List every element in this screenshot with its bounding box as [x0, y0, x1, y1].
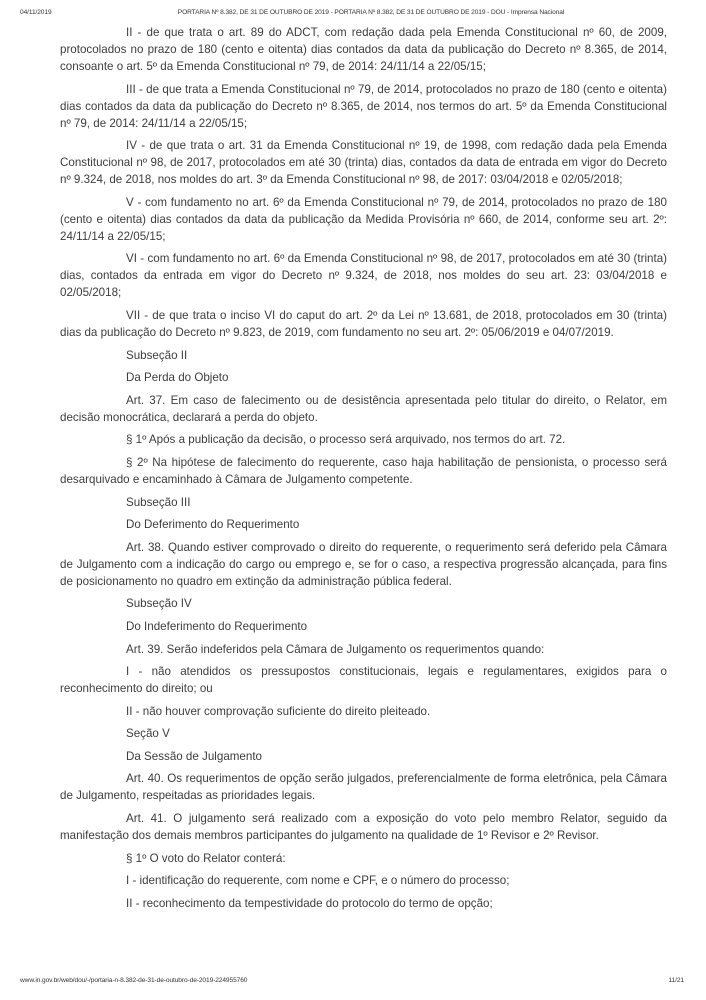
paragraph-inciso-iv: IV - de que trata o art. 31 da Emenda Constitucional nº 19, de 1998, com redação dada pela Emenda Constitucional nº 98, de 2017, protocolados em até 30 (trinta) dias, contados da data de entrada em vigor do Decreto nº 9.324, de 2018, nos moldes do art. 3º da Emenda Constitucional nº 98, de 2017: 03/04/2018 e 02/05/2018; [60, 139, 667, 187]
section-heading: Seção V [126, 727, 170, 741]
paragraph-inciso-iii: III - de que trata a Emenda Constitucional nº 79, de 2014, protocolados no prazo de 180 (cento e oitenta) dias contados da data da publicação do Decreto nº 8.365, de 2014, nos termos do art. 5º da Emenda Constitucional nº 79, de 2014: 24/11/14 a 22/05/15; [60, 82, 667, 130]
article-41-paragraph-1: § 1º O voto do Relator conterá: [126, 851, 286, 865]
subsection-title: Do Indeferimento do Requerimento [126, 619, 308, 633]
paragraph-inciso-vii: VII - de que trata o inciso VI do caput do art. 2º da Lei nº 13.681, de 2018, protocolados em 30 (trinta) dias da publicação do Decreto nº 9.823, de 2019, com fundamento no seu art. 2º: 05/06/2019 e 04/07/2019. [60, 308, 667, 339]
article-41-inciso-ii: II - reconhecimento da tempestividade do protocolo do termo de opção; [126, 896, 493, 910]
subsection-heading: Subseção III [126, 495, 191, 509]
article-39-inciso-i: I - não atendidos os pressupostos constitucionais, legais e regulamentares, exigidos para o reconhecimento do direito; ou [60, 665, 667, 696]
document-title-header: PORTARIA Nº 8.382, DE 31 DE OUTUBRO DE 2019 - PORTARIA Nº 8.382, DE 31 DE OUTUBRO DE 2019 - DOU - Imprensa Nacional [177, 9, 565, 16]
article-37-paragraph-1: § 1º Após a publicação da decisão, o processo será arquivado, nos termos do art. 72. [126, 433, 566, 447]
article-39-inciso-ii: II - não houver comprovação suficiente do direito pleiteado. [126, 704, 431, 718]
article-37: Art. 37. Em caso de falecimento ou de desistência apresentada pelo titular do direito, o Relator, em decisão monocrática, declarará a perda do objeto. [60, 393, 667, 424]
article-41-inciso-i: I - identificação do requerente, com nome e CPF, e o número do processo; [126, 874, 510, 888]
paragraph-inciso-v: V - com fundamento no art. 6º da Emenda Constitucional nº 79, de 2014, protocolados no prazo de 180 (cento e oitenta) dias contados da data da publicação da Medida Provisória nº 660, de 2014, conforme seu art. 2º: 24/11/14 a 22/05/15; [60, 195, 667, 243]
subsection-title: Do Deferimento do Requerimento [126, 518, 300, 532]
subsection-heading: Subseção II [126, 348, 188, 362]
article-38: Art. 38. Quando estiver comprovado o direito do requerente, o requerimento será deferido pela Câmara de Julgamento com a indicação do cargo ou emprego e, se for o caso, a respectiva progressão alcançada, para fins de posicionamento no quadro em extinção da administração pública federal. [60, 540, 667, 588]
article-39: Art. 39. Serão indeferidos pela Câmara de Julgamento os requerimentos quando: [126, 642, 545, 656]
page-url: www.in.gov.br/web/dou/-/portaria-n-8.382-de-31-de-outubro-de-2019-224955760 [20, 977, 248, 984]
print-date: 04/11/2019 [20, 9, 52, 16]
page-number: 11/21 [668, 977, 684, 984]
paragraph-inciso-ii: II - de que trata o art. 89 do ADCT, com redação dada pela Emenda Constitucional nº 60, de 2009, protocolados no prazo de 180 (cento e oitenta) dias contados da data da publicação do Decreto nº 8.365, de 2014, consoante o art. 5º da Emenda Constitucional nº 79, de 2014: 24/11/14 a 22/05/15; [60, 26, 667, 73]
article-40: Art. 40. Os requerimentos de opção serão julgados, preferencialmente de forma eletrônica, pela Câmara de Julgamento, respeitadas as prioridades legais. [60, 772, 667, 803]
article-37-paragraph-2: § 2º Na hipótese de falecimento do requerente, caso haja habilitação de pensionista, o processo será desarquivado e encaminhado à Câmara de Julgamento competente. [60, 455, 667, 486]
section-title: Da Sessão de Julgamento [126, 749, 262, 763]
subsection-title: Da Perda do Objeto [126, 371, 229, 385]
article-41: Art. 41. O julgamento será realizado com a exposição do voto pelo membro Relator, seguido da manifestação dos demais membros participantes do julgamento na qualidade de 1º Revisor e 2º Revisor. [60, 812, 667, 843]
paragraph-inciso-vi: VI - com fundamento no art. 6º da Emenda Constitucional nº 98, de 2017, protocolados em até 30 (trinta) dias, contados da entrada em vigor do Decreto nº 9.324, de 2018, nos moldes do seu art. 23: 03/04/2018 e 02/05/2018; [60, 252, 667, 300]
document-body [60, 24, 667, 917]
subsection-heading: Subseção IV [126, 597, 192, 611]
